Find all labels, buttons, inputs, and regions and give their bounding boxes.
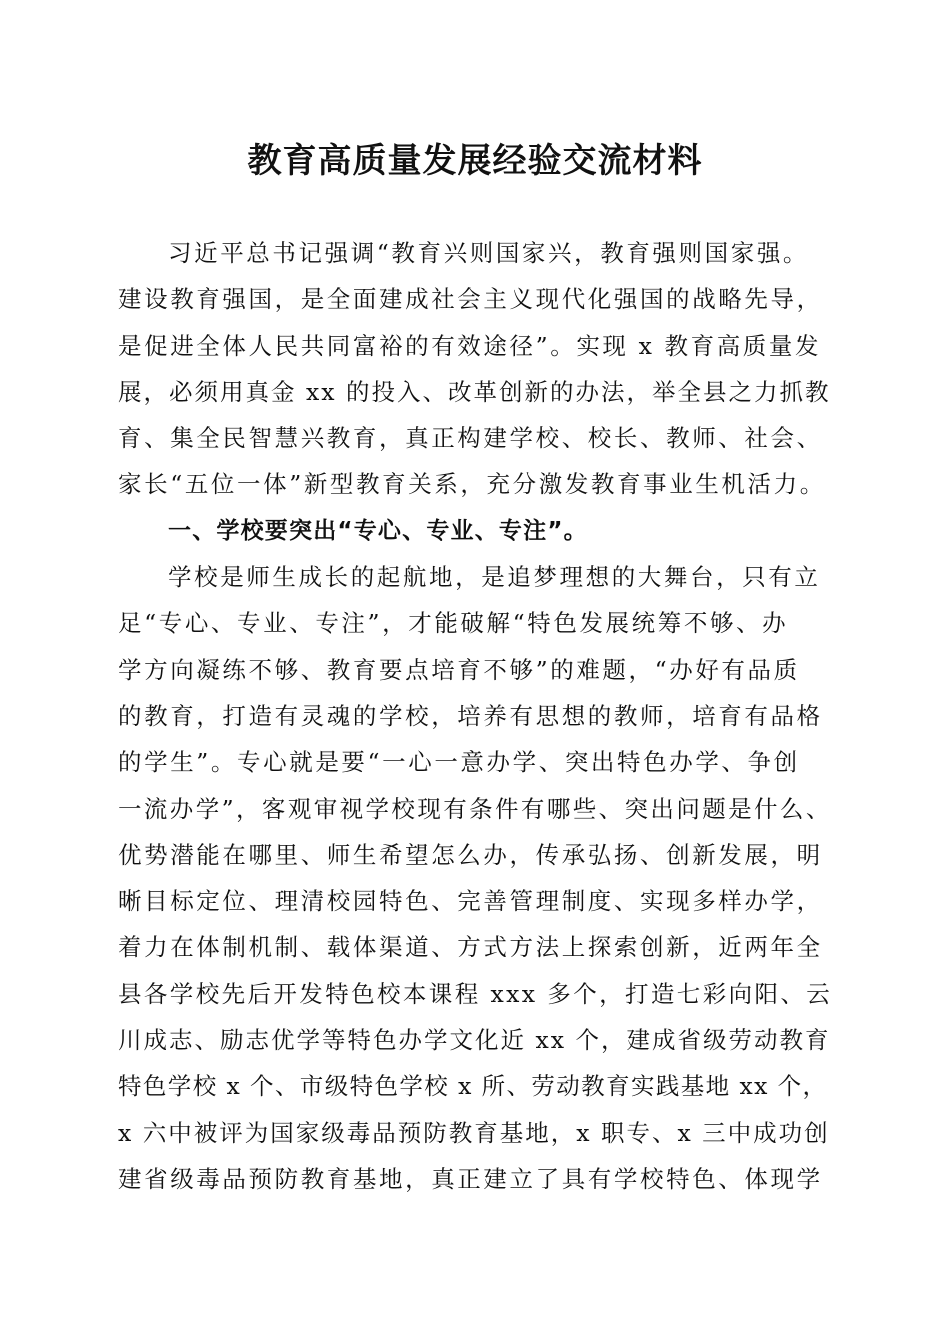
document-title: 教育高质量发展经验交流材料: [247, 141, 703, 181]
paragraph-line: 一流办学”，客观审视学校现有条件有哪些、突出问题是什么、: [118, 794, 832, 823]
paragraph-line: 优势潜能在哪里、师生希望怎么办，传承弘扬、创新发展，明: [118, 840, 823, 869]
paragraph-line: 展，必须用真金 xx 的投入、改革创新的办法，举全县之力抓教: [118, 377, 831, 406]
paragraph-line: x 六中被评为国家级毒品预防教育基地，x 职专、x 三中成功创: [118, 1118, 830, 1147]
paragraph-line: 建设教育强国，是全面建成社会主义现代化强国的战略先导，: [118, 285, 823, 314]
paragraph-line: 县各学校先后开发特色校本课程 xxx 多个，打造七彩向阳、云: [118, 979, 833, 1008]
section-heading: 一、学校要突出“专心、专业、专注”。: [168, 517, 588, 544]
paragraph-line: 学方向凝练不够、教育要点培育不够”的难题，“办好有品质: [118, 655, 800, 684]
paragraph-line: 建省级毒品预防教育基地，真正建立了具有学校特色、体现学: [118, 1164, 823, 1193]
document-body: [118, 230, 832, 1202]
paragraph-line: 是促进全体人民共同富裕的有效途径”。实现 x 教育高质量发: [118, 331, 822, 360]
paragraph-line: 习近平总书记强调“教育兴则国家兴，教育强则国家强。: [168, 239, 810, 267]
paragraph-line: 特色学校 x 个、市级特色学校 x 所、劳动教育实践基地 xx 个，: [118, 1072, 828, 1101]
paragraph-line: 晰目标定位、理清校园特色、完善管理制度、实现多样办学，: [118, 887, 823, 916]
paragraph-line: 学校是师生成长的起航地，是追梦理想的大舞台，只有立: [168, 563, 821, 592]
paragraph-line: 育、集全民智慧兴教育，真正构建学校、校长、教师、社会、: [118, 424, 823, 453]
paragraph-line: 足“专心、专业、专注”，才能破解“特色发展统筹不够、办: [118, 609, 789, 638]
paragraph-line: 川成志、励志优学等特色办学文化近 xx 个，建成省级劳动教育: [118, 1026, 831, 1055]
paragraph-line: 家长“五位一体”新型教育关系，充分激发教育事业生机活力。: [118, 470, 826, 499]
paragraph-line: 的学生”。专心就是要“一心一意办学、突出特色办学、争创: [118, 748, 800, 777]
paragraph-line: 着力在体制机制、载体渠道、方式方法上探索创新，近两年全: [118, 933, 823, 962]
paragraph-line: 的教育，打造有灵魂的学校，培养有思想的教师，培育有品格: [118, 701, 823, 730]
